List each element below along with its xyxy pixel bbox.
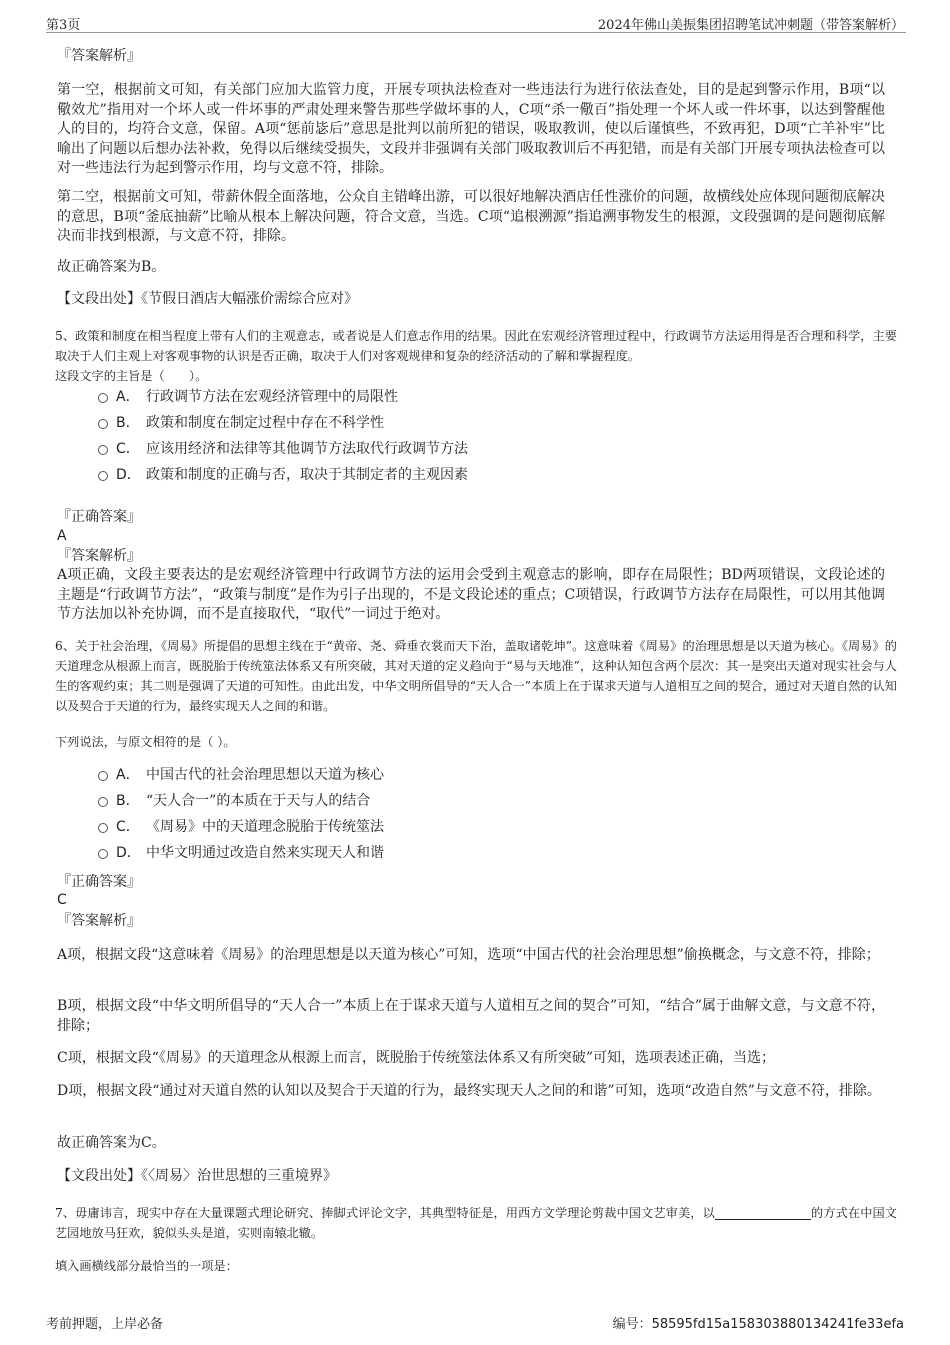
q4-analysis-label: 『答案解析』	[57, 48, 141, 64]
q5-option-b[interactable]	[98, 412, 384, 434]
option-text: 中华文明通过改造自然来实现天人和谐	[146, 845, 384, 861]
q6-analysis-label: 『答案解析』	[57, 913, 141, 929]
q6-conclusion: 故正确答案为C。	[57, 1135, 166, 1151]
q4-analysis-p2: 第二空，根据前文可知，带薪休假全面落地，公众自主错峰出游，可以很好地解决酒店任性涨价的问题，故横线处应体现问题彻底解决的意思，B项“釜底抽薪”比喻从根本上解决问题，符合文意，当选。C项“追根溯源”指追溯事物发生的根源，文段强调的是问题彻底解决而非找到根源，与文意不符，排除。	[57, 189, 885, 244]
q4-source: 【文段出处】《节假日酒店大幅涨价需综合应对》	[57, 291, 358, 307]
q5-option-a[interactable]	[98, 386, 398, 408]
option-letter: B．	[116, 415, 140, 431]
radio-icon[interactable]	[98, 823, 108, 833]
q6-analysis-d: D项，根据文段“通过对天道自然的认知以及契合于天道的行为，最终实现天人之间的和谐”可知，选项“改造自然”与文意不符，排除。	[57, 1083, 881, 1099]
q6-analysis-c: C项，根据文段“《周易》的天道理念从根源上而言，既脱胎于传统筮法体系又有所突破”可知，选项表述正确，当选；	[57, 1050, 776, 1066]
q5-option-d[interactable]	[98, 464, 468, 486]
option-letter: A．	[116, 767, 140, 783]
page-number: 第3页	[46, 18, 81, 33]
q6-ask: 下列说法，与原文相符的是（ ）。	[55, 735, 236, 749]
fill-blank	[715, 1205, 811, 1220]
q6-analysis-b: B项，根据文段“中华文明所倡导的“天人合一”本质上在于谋求天道与人道相互之间的契合”可知，“结合”属于曲解文意，与文意不符，排除；	[57, 998, 885, 1034]
radio-icon[interactable]	[98, 393, 108, 403]
q4-conclusion: 故正确答案为B。	[57, 259, 166, 275]
option-text: 政策和制度在制定过程中存在不科学性	[146, 415, 384, 431]
radio-icon[interactable]	[98, 445, 108, 455]
option-letter: C．	[116, 441, 140, 457]
q5-answer-label: 『正确答案』	[57, 509, 141, 525]
q5-analysis: A项正确，文段主要表达的是宏观经济管理中行政调节方法的运用会受到主观意志的影响，即存在局限性；BD两项错误，文段论述的主题是“行政调节方法”，“政策与制度”是作为引子出现的，不是文段论述的重点；C项错误，行政调节方法存在局限性，可以用其他调节方法加以补充协调，而不是直接取代，“取代”一词过于绝对。	[57, 567, 885, 622]
option-letter: C．	[116, 819, 140, 835]
q5-option-c[interactable]	[98, 438, 468, 460]
radio-icon[interactable]	[98, 471, 108, 481]
radio-icon[interactable]	[98, 419, 108, 429]
q7-stem-after: 的方式在中国文艺园地放马狂欢，貌似头头是道，实则南辕北辙。	[55, 1206, 897, 1240]
q7-stem-before: 7、毋庸讳言，现实中存在大量课题式理论研究、捧脚式评论文字，其典型特征是，用西方文学理论剪裁中国文艺审美，以	[55, 1206, 715, 1220]
radio-icon[interactable]	[98, 849, 108, 859]
option-letter: D．	[116, 467, 141, 483]
q6-analysis-a: A项，根据文段“这意味着《周易》的治理思想是以天道为核心”可知，选项“中国古代的社会治理思想”偷换概念，与文意不符，排除；	[57, 947, 880, 963]
q5-stem-text: 5、政策和制度在相当程度上带有人们的主观意志，或者说是人们意志作用的结果。因此在宏观经济管理过程中，行政调节方法运用得是否合理和科学，主要取决于人们主观上对客观事物的认识是否正确，取决于人们对客观规律和复杂的经济活动的了解和掌握程度。	[55, 329, 897, 363]
option-letter: B．	[116, 793, 140, 809]
footer-slogan: 考前押题，上岸必备	[46, 1317, 164, 1332]
q6-option-d[interactable]	[98, 842, 384, 864]
option-text: “天人合一”的本质在于天与人的结合	[146, 793, 371, 809]
q6-stem: 6、关于社会治理，《周易》所提倡的思想主线在于“黄帝、尧、舜垂衣裳而天下治，盖取诸乾坤”。这意味着《周易》的治理思想是以天道为核心。《周易》的天道理念从根源上而言，既脱胎于传统筮法体系又有所突破，其对天道的定义趋向于“易与天地准”，这种认知包含两个层次：其一是突出天道对现实社会与人生的客观约束；其二则是强调了天道的可知性。由此出发，中华文明所倡导的“天人合一”本质上在于谋求天道与人道相互之间的契合，通过对天道自然的认知以及契合于天道的行为，最终实现天人之间的和谐。	[55, 639, 897, 713]
q6-option-a[interactable]	[98, 764, 384, 786]
option-text: 应该用经济和法律等其他调节方法取代行政调节方法	[146, 441, 468, 457]
page-header	[46, 12, 906, 33]
option-letter: D．	[116, 845, 141, 861]
q5-stem	[55, 326, 897, 386]
q5-answer: A	[57, 528, 67, 544]
q6-answer: C	[57, 892, 67, 908]
radio-icon[interactable]	[98, 797, 108, 807]
q7-stem	[55, 1203, 897, 1243]
q6-option-b[interactable]	[98, 790, 370, 812]
q6-option-c[interactable]	[98, 816, 384, 838]
document-code: 编号：58595fd15a158303880134241fe33efa	[612, 1317, 904, 1332]
q6-source: 【文段出处】《〈周易〉治世思想的三重境界》	[57, 1168, 337, 1184]
q5-ask: 这段文字的主旨是（ ）。	[55, 369, 208, 383]
q7-ask: 填入画横线部分最恰当的一项是：	[55, 1259, 238, 1273]
q5-analysis-label: 『答案解析』	[57, 548, 141, 564]
option-text: 政策和制度的正确与否，取决于其制定者的主观因素	[146, 467, 468, 483]
option-text: 行政调节方法在宏观经济管理中的局限性	[146, 389, 398, 405]
option-text: 《周易》中的天道理念脱胎于传统筮法	[146, 819, 384, 835]
radio-icon[interactable]	[98, 771, 108, 781]
option-letter: A．	[116, 389, 140, 405]
q6-answer-label: 『正确答案』	[57, 874, 141, 890]
q4-analysis-p1: 第一空，根据前文可知，有关部门应加大监管力度，开展专项执法检查对一些违法行为进行依法查处，目的是起到警示作用，B项“以儆效尤”指用对一个坏人或一件坏事的严肃处理来警告那些学做坏事的人，C项“杀一儆百”指处理一个坏人或一件坏事，以达到警醒他人的目的，均符合文意，保留。A项“惩前毖后”意思是批判以前所犯的错误，吸取教训，使以后谨慎些，不致再犯，D项“亡羊补牢”比喻出了问题以后想办法补救，免得以后继续受损失，文段并非强调有关部门吸取教训后不再犯错，而是有关部门开展专项执法检查可以对一些违法行为起到警示作用，均与文意不符，排除。	[57, 82, 885, 176]
document-title: 2024年佛山美振集团招聘笔试冲刺题（带答案解析）	[597, 18, 904, 33]
option-text: 中国古代的社会治理思想以天道为核心	[146, 767, 384, 783]
